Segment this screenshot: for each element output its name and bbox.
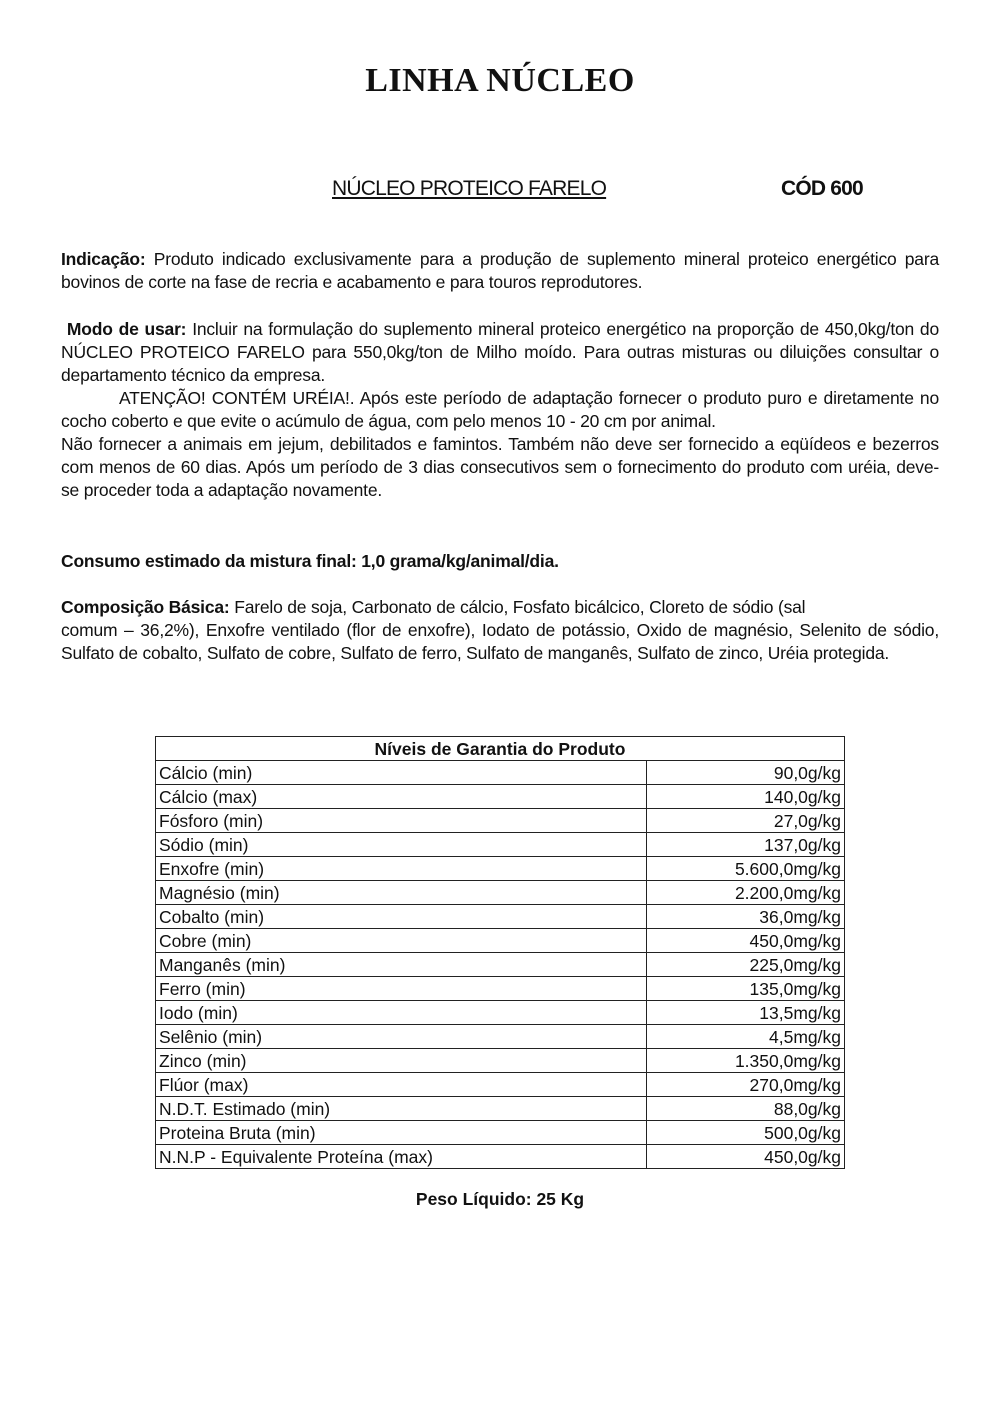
nutrient-value: 1.350,0mg/kg xyxy=(647,1049,845,1073)
table-row xyxy=(156,905,845,929)
nutrient-name: Enxofre (min) xyxy=(156,857,647,881)
table-row xyxy=(156,785,845,809)
usage-section xyxy=(61,318,939,502)
nutrient-value: 36,0mg/kg xyxy=(647,905,845,929)
product-code: CÓD 600 xyxy=(781,177,863,200)
net-weight: Peso Líquido: 25 Kg xyxy=(415,1189,585,1209)
usage-restrictions: Não fornecer a animais em jejum, debilitados e famintos. Também não deve ser fornecido a eqüídeos e bezerros com menos de 60 dias. Após um período de 3 dias consecutivos sem o fornecimento do produto com uréia, deve-se proceder toda a adaptação novamente. xyxy=(61,434,939,500)
nutrient-value: 27,0g/kg xyxy=(647,809,845,833)
nutrient-name: Flúor (max) xyxy=(156,1073,647,1097)
nutrient-name: Proteina Bruta (min) xyxy=(156,1121,647,1145)
nutrient-name: Iodo (min) xyxy=(156,1001,647,1025)
table-row xyxy=(156,1025,845,1049)
nutrient-name: Cobre (min) xyxy=(156,929,647,953)
nutrient-name: Zinco (min) xyxy=(156,1049,647,1073)
nutrient-value: 135,0mg/kg xyxy=(647,977,845,1001)
table-row xyxy=(156,833,845,857)
nutrient-name: Magnésio (min) xyxy=(156,881,647,905)
nutrient-name: Sódio (min) xyxy=(156,833,647,857)
nutrient-value: 88,0g/kg xyxy=(647,1097,845,1121)
table-row xyxy=(156,929,845,953)
composition-section xyxy=(61,596,939,665)
nutrient-value: 2.200,0mg/kg xyxy=(647,881,845,905)
usage-warning: ATENÇÃO! CONTÉM URÉIA!. Após este período de adaptação fornecer o produto puro e diretamente no cocho coberto e que evite o acúmulo de água, com pelo menos 10 - 20 cm por animal. xyxy=(61,388,939,431)
nutrient-name: Cálcio (min) xyxy=(156,761,647,785)
table-row xyxy=(156,1049,845,1073)
indication-label: Indicação: xyxy=(61,249,146,269)
composition-line1: Farelo de soja, Carbonato de cálcio, Fosfato bicálcico, Cloreto de sódio (sal xyxy=(229,597,806,617)
document-title: LINHA NÚCLEO xyxy=(365,62,635,99)
table-row xyxy=(156,1145,845,1169)
table-row xyxy=(156,1001,845,1025)
product-name: NÚCLEO PROTEICO FARELO xyxy=(332,177,607,200)
table-row xyxy=(156,1073,845,1097)
table-row xyxy=(156,881,845,905)
nutrient-name: Manganês (min) xyxy=(156,953,647,977)
table-row xyxy=(156,761,845,785)
nutrient-name: Fósforo (min) xyxy=(156,809,647,833)
nutrient-name: Cobalto (min) xyxy=(156,905,647,929)
usage-label: Modo de usar: xyxy=(66,319,187,339)
nutrient-value: 140,0g/kg xyxy=(647,785,845,809)
nutrient-value: 270,0mg/kg xyxy=(647,1073,845,1097)
composition-label: Composição Básica: xyxy=(61,597,230,617)
nutrient-name: N.N.P - Equivalente Proteína (max) xyxy=(156,1145,647,1169)
indication-section xyxy=(61,248,939,294)
nutrient-value: 500,0g/kg xyxy=(647,1121,845,1145)
composition-line2: comum – 36,2%), Enxofre ventilado (flor de enxofre), Iodato de potássio, Oxido de magnésio, Selenito de sódio, Sulfato de cobalto, Sulfato de cobre, Sulfato de ferro, Sulfato de manganês, Sulfato de zinco, Uréia protegida. xyxy=(61,620,939,663)
nutrient-value: 13,5mg/kg xyxy=(647,1001,845,1025)
guarantee-table-header: Níveis de Garantia do Produto xyxy=(156,737,845,761)
nutrient-value: 225,0mg/kg xyxy=(647,953,845,977)
guarantee-table xyxy=(155,736,845,1169)
nutrient-name: N.D.T. Estimado (min) xyxy=(156,1097,647,1121)
consumption-text: Consumo estimado da mistura final: 1,0 grama/kg/animal/dia. xyxy=(61,551,559,571)
nutrient-name: Selênio (min) xyxy=(156,1025,647,1049)
nutrient-name: Ferro (min) xyxy=(156,977,647,1001)
nutrient-value: 450,0mg/kg xyxy=(647,929,845,953)
table-row xyxy=(156,1121,845,1145)
table-row xyxy=(156,977,845,1001)
nutrient-value: 90,0g/kg xyxy=(647,761,845,785)
nutrient-name: Cálcio (max) xyxy=(156,785,647,809)
table-row xyxy=(156,857,845,881)
nutrient-value: 450,0g/kg xyxy=(647,1145,845,1169)
usage-text: Incluir na formulação do suplemento mineral proteico energético na proporção de 450,0kg/ton do NÚCLEO PROTEICO FARELO para 550,0kg/ton de Milho moído. Para outras misturas ou diluições consultar o departamento técnico da empresa. xyxy=(61,319,939,385)
guarantee-table-body xyxy=(156,761,845,1169)
nutrient-value: 5.600,0mg/kg xyxy=(647,857,845,881)
table-row xyxy=(156,1097,845,1121)
nutrient-value: 4,5mg/kg xyxy=(647,1025,845,1049)
indication-text: Produto indicado exclusivamente para a produção de suplemento mineral proteico energético para bovinos de corte na fase de recria e acabamento e para touros reprodutores. xyxy=(61,249,939,292)
table-row xyxy=(156,809,845,833)
table-row xyxy=(156,953,845,977)
nutrient-value: 137,0g/kg xyxy=(647,833,845,857)
